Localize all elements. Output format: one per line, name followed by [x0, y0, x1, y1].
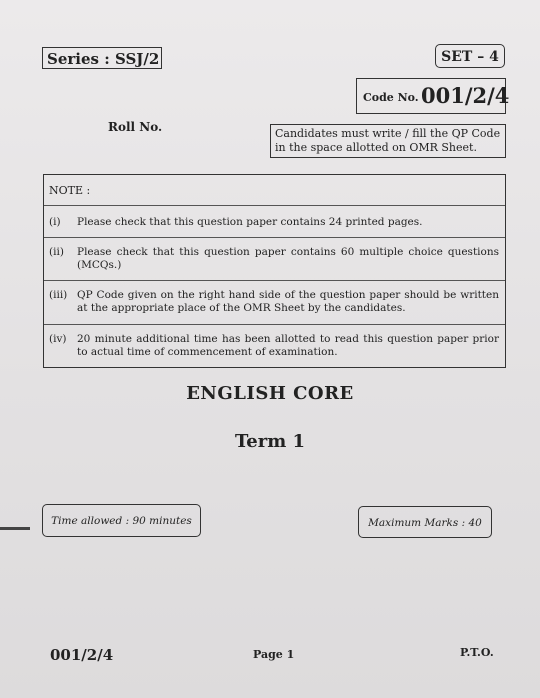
note-heading: NOTE : [49, 184, 91, 197]
note-row [44, 237, 505, 280]
code-number-value: 001/2/4 [421, 83, 510, 108]
subject-title: ENGLISH CORE [186, 383, 354, 404]
roll-number-label: Roll No. [108, 120, 163, 134]
note-text: Please check that this question paper contains 24 printed pages. [77, 216, 423, 228]
note-number: (iv) [49, 333, 67, 345]
margin-mark [0, 527, 30, 530]
note-text: QP Code given on the right hand side of the question paper should be written at the appropriate place of the OMR Sheet by the candidates. [77, 289, 499, 314]
maximum-marks-box: Maximum Marks : 40 [358, 506, 492, 538]
note-row [44, 280, 505, 324]
pto-label: P.T.O. [460, 646, 494, 659]
note-text: Please check that this question paper contains 60 multiple choice questions (MCQs.) [77, 246, 499, 271]
footer-code: 001/2/4 [50, 646, 114, 664]
note-number: (i) [49, 216, 61, 228]
code-number-label: Code No. [363, 91, 419, 104]
note-text: 20 minute additional time has been allotted to read this question paper prior to actual time of commencement of examination. [77, 333, 499, 358]
note-row [44, 324, 505, 368]
note-number: (ii) [49, 246, 64, 258]
set-label: SET – 4 [435, 44, 505, 68]
term-title: Term 1 [234, 431, 306, 452]
page-number: Page 1 [253, 648, 295, 661]
note-table [43, 174, 506, 368]
series-label: Series : SSJ/2 [42, 47, 162, 69]
code-number-box [356, 78, 510, 114]
qp-code-instruction: Candidates must write / fill the QP Code in the space allotted on OMR Sheet. [270, 124, 506, 158]
note-number: (iii) [49, 289, 68, 301]
time-allowed-box: Time allowed : 90 minutes [42, 504, 201, 537]
note-row [44, 205, 505, 237]
